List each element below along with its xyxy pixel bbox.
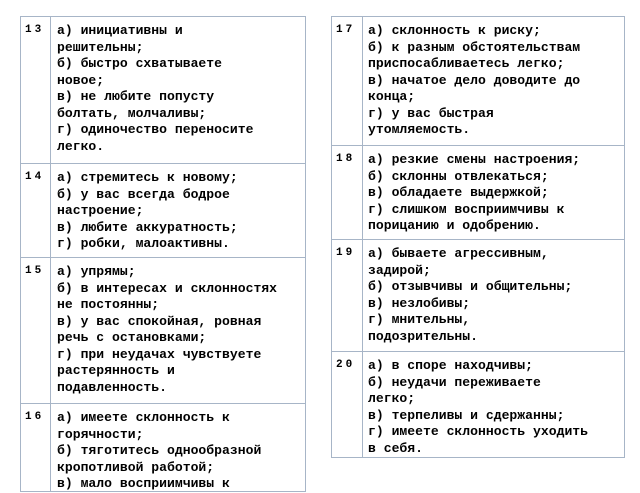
question-row-16 [21, 403, 305, 492]
question-number-cell [332, 17, 363, 145]
answer-line: б) тяготитесь однообразной [57, 443, 262, 458]
answer-line: г) робки, малоактивны. [57, 236, 230, 251]
answer-line: а) бываете агрессивным, [368, 246, 549, 261]
question-row-18 [332, 145, 624, 240]
answer-line: порицанию и одобрению. [368, 218, 541, 233]
answer-line: в) терпеливы и сдержанны; [368, 407, 565, 423]
answer-line: в) обладаете выдержкой; [368, 185, 549, 200]
answer-line: в) начатое дело доводите до [368, 72, 581, 88]
answer-line: в) незлобивы; [368, 295, 471, 311]
question-number-cell [332, 146, 363, 240]
question-number: 14 [25, 171, 45, 183]
answer-line: а) инициативны и [57, 23, 183, 38]
answer-line: б) неудачи переживаете [368, 374, 541, 390]
question-row-20 [332, 351, 624, 458]
answer-line: новое; [57, 72, 105, 88]
question-number: 19 [336, 247, 356, 259]
answer-line: г) одиночество переносите [57, 122, 254, 137]
question-number-cell [21, 404, 51, 492]
question-row-17 [332, 17, 624, 145]
question-number: 16 [25, 411, 45, 423]
answer-line: г) мнительны, [368, 312, 471, 327]
answer-line: б) к разным обстоятельствам [368, 39, 581, 55]
answer-line: а) резкие смены настроения; [368, 152, 581, 167]
answer-line: горячности; [57, 426, 144, 442]
answer-options [57, 410, 301, 493]
answer-line: в) любите аккуратность; [57, 219, 238, 235]
answer-line: настроение; [57, 203, 144, 218]
answer-options [57, 23, 301, 155]
answer-options [57, 264, 301, 396]
answer-line: г) имеете склонность уходить [368, 424, 589, 439]
answer-line: а) упрямы; [57, 264, 136, 279]
question-number-cell [21, 17, 51, 163]
answer-line: б) отзывчивы и общительны; [368, 279, 573, 294]
answer-line: не постоянны; [57, 297, 160, 312]
question-number-cell [21, 164, 51, 258]
answer-line: легко. [57, 138, 105, 154]
question-number: 13 [25, 24, 45, 36]
answer-line: подавленность. [57, 379, 168, 395]
question-row-14 [21, 163, 305, 258]
answer-options [368, 358, 620, 457]
answer-line: а) стремитесь к новому; [57, 170, 238, 185]
answer-line: подозрительны. [368, 328, 479, 344]
question-number: 20 [336, 359, 356, 371]
answer-line: г) слишком восприимчивы к [368, 201, 565, 217]
answer-line: в) мало восприимчивы к [57, 476, 230, 491]
question-number-cell [332, 352, 363, 458]
question-number: 17 [336, 24, 356, 36]
right-question-table [331, 16, 625, 458]
answer-line: б) у вас всегда бодрое [57, 186, 230, 202]
answer-line: г) у вас быстрая [368, 105, 494, 121]
answer-line: в) не любите попусту [57, 89, 215, 104]
answer-line: б) быстро схватываете [57, 56, 223, 71]
answer-options [57, 170, 301, 253]
question-row-15 [21, 257, 305, 404]
question-row-19 [332, 239, 624, 352]
answer-line: а) склонность к риску; [368, 23, 541, 38]
answer-line: легко; [368, 391, 416, 406]
answer-line: б) склонны отвлекаться; [368, 168, 549, 184]
answer-line: растерянность и [57, 363, 175, 378]
question-number-cell [332, 240, 363, 352]
answer-line: утомляемость. [368, 122, 471, 137]
answer-options [368, 23, 620, 139]
question-number: 15 [25, 265, 45, 277]
question-number: 18 [336, 153, 356, 165]
answer-options [368, 246, 620, 345]
answer-line: кропотливой работой; [57, 459, 215, 475]
answer-line: а) в споре находчивы; [368, 358, 534, 373]
left-question-table [20, 16, 306, 492]
answer-line: болтать, молчаливы; [57, 105, 207, 121]
question-row-13 [21, 17, 305, 163]
answer-line: г) при неудачах чувствуете [57, 346, 262, 362]
answer-line: в) у вас спокойная, ровная [57, 313, 262, 329]
answer-line: б) в интересах и склонностях [57, 280, 278, 296]
answer-line: в себя. [368, 440, 424, 456]
question-number-cell [21, 258, 51, 404]
answer-line: а) имеете склонность к [57, 410, 230, 425]
answer-line: решительны; [57, 39, 144, 55]
answer-line: задирой; [368, 262, 431, 278]
answer-line: приспосабливаетесь легко; [368, 56, 565, 71]
answer-line: конца; [368, 89, 416, 104]
answer-options [368, 152, 620, 235]
answer-line: речь с остановками; [57, 330, 207, 345]
